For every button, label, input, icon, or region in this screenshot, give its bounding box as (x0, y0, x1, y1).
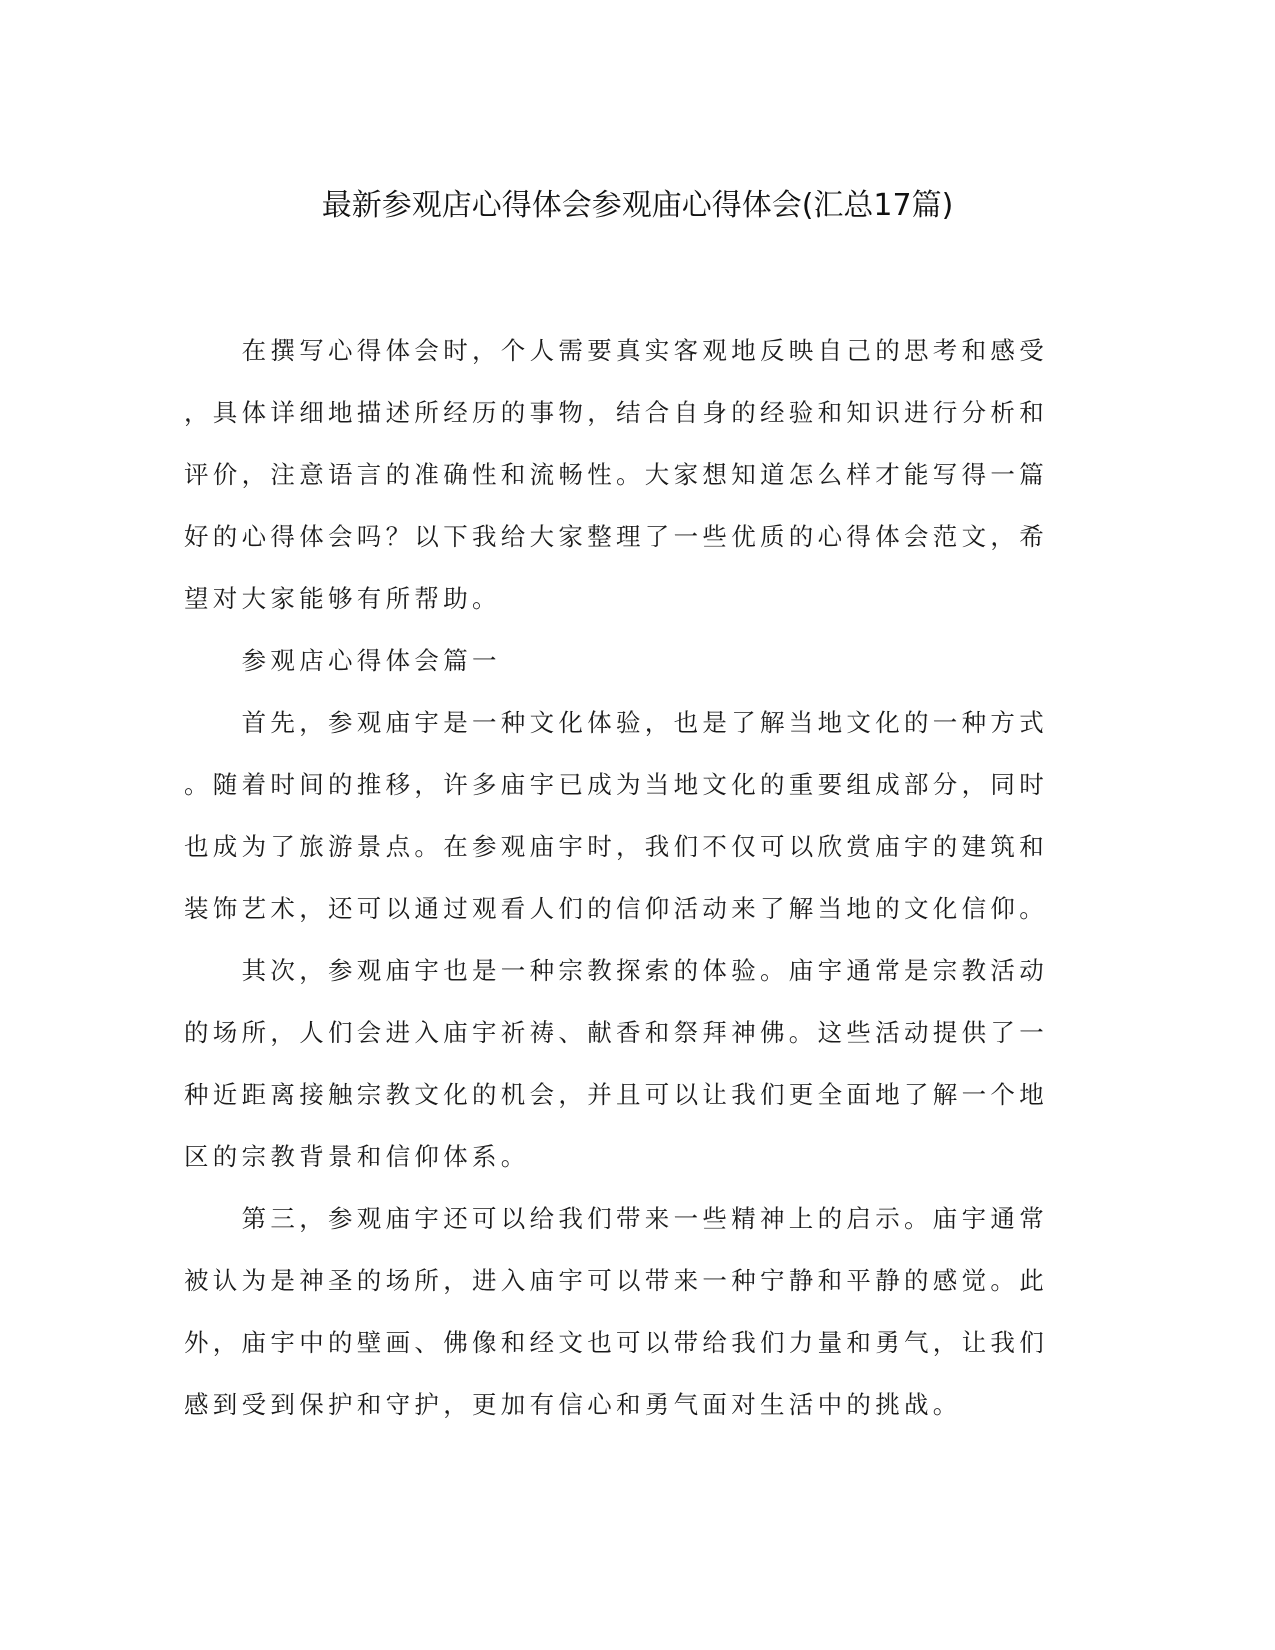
body-line: 。随着时间的推移，许多庙宇已成为当地文化的重要组成部分，同时 (184, 770, 1048, 799)
body-line: 装饰艺术，还可以通过观看人们的信仰活动来了解当地的文化信仰。 (184, 894, 1048, 923)
body-line: 外，庙宇中的壁画、佛像和经文也可以带给我们力量和勇气，让我们 (184, 1328, 1048, 1357)
body-line: 好的心得体会吗？以下我给大家整理了一些优质的心得体会范文，希 (184, 522, 1048, 551)
body-line: 望对大家能够有所帮助。 (184, 584, 501, 613)
body-line: 评价，注意语言的准确性和流畅性。大家想知道怎么样才能写得一篇 (184, 460, 1048, 489)
body-line: 感到受到保护和守护，更加有信心和勇气面对生活中的挑战。 (184, 1390, 962, 1419)
body-line: 也成为了旅游景点。在参观庙宇时，我们不仅可以欣赏庙宇的建筑和 (184, 832, 1048, 861)
body-line: 被认为是神圣的场所，进入庙宇可以带来一种宁静和平静的感觉。此 (184, 1266, 1048, 1295)
body-line: 区的宗教背景和信仰体系。 (184, 1142, 530, 1171)
body-line: 的场所，人们会进入庙宇祈祷、献香和祭拜神佛。这些活动提供了一 (184, 1018, 1048, 1047)
body-line: 其次，参观庙宇也是一种宗教探索的体验。庙宇通常是宗教活动 (184, 956, 1048, 985)
document-title: 最新参观店心得体会参观庙心得体会(汇总17篇) (321, 188, 954, 223)
body-line: 种近距离接触宗教文化的机会，并且可以让我们更全面地了解一个地 (184, 1080, 1048, 1109)
body-line: 第三，参观庙宇还可以给我们带来一些精神上的启示。庙宇通常 (184, 1204, 1048, 1233)
body-line: ，具体详细地描述所经历的事物，结合自身的经验和知识进行分析和 (184, 398, 1048, 427)
body-line: 在撰写心得体会时，个人需要真实客观地反映自己的思考和感受 (184, 336, 1048, 365)
section-heading: 参观店心得体会篇一 (184, 646, 501, 675)
document-body (184, 320, 1048, 1436)
body-line: 首先，参观庙宇是一种文化体验，也是了解当地文化的一种方式 (184, 708, 1048, 737)
